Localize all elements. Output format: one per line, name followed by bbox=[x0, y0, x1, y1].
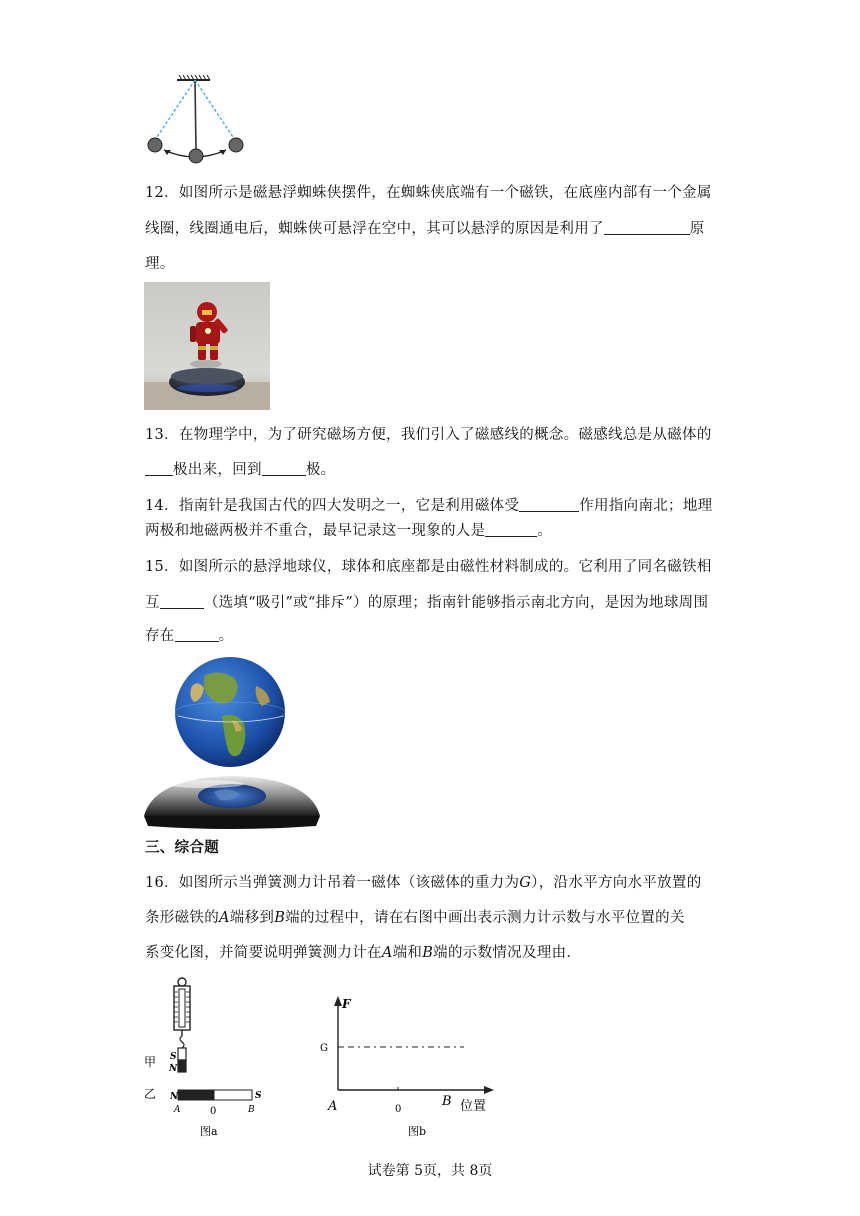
section-heading: 三、综合题 bbox=[145, 839, 219, 856]
page-footer: 试卷第 5页，共 8页 bbox=[367, 1163, 493, 1179]
axis-position: 位置 bbox=[460, 1099, 487, 1114]
caption-a: 图a bbox=[200, 1125, 218, 1138]
q12-line2: 线圈，线圈通电后，蜘蛛侠可悬浮在空中，其可以悬浮的原因是利用了 原 bbox=[145, 221, 705, 237]
levitating-figure-photo bbox=[144, 282, 270, 410]
figure-b-force-graph bbox=[310, 990, 510, 1142]
axis-f: F bbox=[342, 997, 351, 1011]
label-b: B bbox=[442, 1094, 452, 1109]
label-b: B bbox=[248, 1105, 255, 1115]
q13-line2: 极出来，回到 极。 bbox=[145, 460, 335, 480]
q14-line2: 两极和地磁两极并不重合，最早记录这一现象的人是 。 bbox=[145, 523, 553, 539]
q12-line1: 12．如图所示是磁悬浮蜘蛛侠摆件，在蜘蛛侠底端有一个磁铁，在底座内部有一个金属 bbox=[145, 185, 712, 201]
label-bar-n: N bbox=[170, 1092, 179, 1102]
q14-line1: 14．指南针是我国古代的四大发明之一，它是利用磁体受 作用指向南北；地理 bbox=[145, 498, 713, 514]
label-s-small: S bbox=[170, 1052, 177, 1062]
answer-blank[interactable] bbox=[519, 497, 579, 512]
label-bar-s: S bbox=[255, 1091, 262, 1101]
label-yi: 乙 bbox=[144, 1087, 157, 1101]
q16-line2: 条形磁铁的A端移到B端的过程中，请在右图中画出表示测力计示数与水平位置的关 bbox=[145, 910, 685, 926]
q16-line3: 系变化图，并简要说明弹簧测力计在A端和B端的示数情况及理由． bbox=[145, 945, 582, 961]
levitating-globe-photo bbox=[144, 656, 322, 832]
label-jia: 甲 bbox=[144, 1055, 157, 1069]
label-g: G bbox=[320, 1043, 328, 1054]
pendulum-figure bbox=[140, 72, 250, 168]
answer-blank[interactable] bbox=[604, 220, 690, 235]
label-a: A bbox=[328, 1099, 338, 1114]
q15-line1: 15．如图所示的悬浮地球仪，球体和底座都是由磁性材料制成的。它利用了同名磁铁相 bbox=[145, 559, 712, 575]
q13-line1: 13．在物理学中，为了研究磁场方便，我们引入了磁感线的概念。磁感线总是从磁体的 bbox=[145, 427, 712, 443]
answer-blank[interactable] bbox=[175, 627, 219, 642]
q12-line3: 理。 bbox=[145, 256, 175, 272]
answer-blank[interactable] bbox=[145, 461, 173, 476]
answer-blank[interactable] bbox=[262, 461, 306, 476]
label-n-small: N bbox=[169, 1064, 178, 1074]
answer-blank[interactable] bbox=[160, 594, 204, 609]
label-zero: 0 bbox=[210, 1106, 217, 1117]
figure-a-spring-scale bbox=[138, 970, 288, 1142]
q15-line2: 互 （选填“吸引”或“排斥”）的原理；指南针能够指示南北方向，是因为地球周围 bbox=[145, 595, 709, 611]
label-zero: 0 bbox=[395, 1104, 402, 1115]
answer-blank[interactable] bbox=[485, 522, 537, 537]
q15-line3: 存在 。 bbox=[145, 628, 234, 644]
q16-line1: 16．如图所示当弹簧测力计吊着一磁体（该磁体的重力为G），沿水平方向水平放置的 bbox=[145, 875, 702, 891]
label-a: A bbox=[174, 1105, 181, 1115]
caption-b: 图b bbox=[408, 1125, 427, 1138]
